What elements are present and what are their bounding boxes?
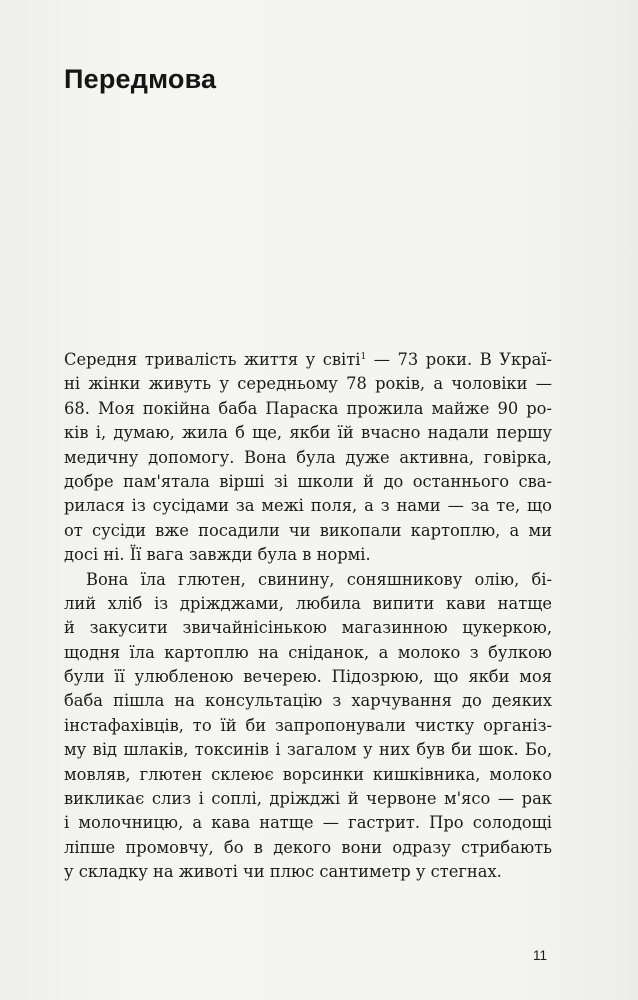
text-line: мовляв, глютен склеює ворсинки кишківника, молоко [64, 764, 552, 784]
text-line: були її улюбленою вечерею. Підозрюю, що якби моя [64, 667, 552, 687]
text-line: добре пам'ятала вірші зі школи й до останнього сва- [64, 471, 552, 491]
text-line: у складку на животі чи плюс сантиметр у стегнах. [64, 862, 502, 882]
text-line-start: Середня тривалість життя у світі [64, 350, 361, 369]
text-line: викликає слиз і соплі, дріжджі й червоне м'ясо — рак [64, 789, 552, 809]
text-line-end: — 73 роки. В Украї- [366, 350, 553, 369]
paragraph-2 [64, 568, 552, 885]
text-line: ків і, думаю, жила б ще, якби їй вчасно надали першу [64, 423, 552, 443]
text-line: от сусіди вже посадили чи викопали картоплю, а ми [64, 520, 552, 540]
text-line: й закусити звичайнісінькою магазинною цукеркою, [64, 618, 552, 638]
page-number: 11 [533, 948, 548, 963]
text-line: інстафахівців, то їй би запропонували чистку організ- [64, 715, 552, 735]
text-line: медичну допомогу. Вона була дуже активна, говірка, [64, 447, 552, 467]
text-line: ні жінки живуть у середньому 78 років, а чоловіки — [64, 374, 552, 394]
text-line: щодня їла картоплю на сніданок, а молоко з булкою [64, 642, 552, 662]
text-line: лий хліб із дріжджами, любила випити кави натще [64, 593, 552, 613]
footnote-marker[interactable]: 1 [360, 352, 367, 362]
paragraph-1 [64, 348, 552, 568]
text-line: баба пішла на консультацію з харчування до деяких [64, 691, 552, 711]
text-line: Вона їла глютен, свинину, соняшникову олію, бі- [86, 569, 552, 589]
text-line: му від шлаків, токсинів і загалом у них був би шок. Бо, [64, 740, 552, 760]
page-title: Передмова [64, 64, 217, 94]
text-line: ліпше промовчу, бо в декого вони одразу стрибають [64, 837, 552, 857]
text-line: і молочницю, а кава натще — гастрит. Про солодощі [64, 813, 552, 833]
text-line: рилася із сусідами за межі поля, а з нами — за те, що [64, 496, 552, 516]
text-line: 68. Моя покійна баба Параска прожила майже 90 ро- [64, 398, 552, 418]
text-line: досі ні. Її вага завжди була в нормі. [64, 545, 371, 565]
body-text [64, 348, 552, 885]
text-line [64, 348, 552, 372]
